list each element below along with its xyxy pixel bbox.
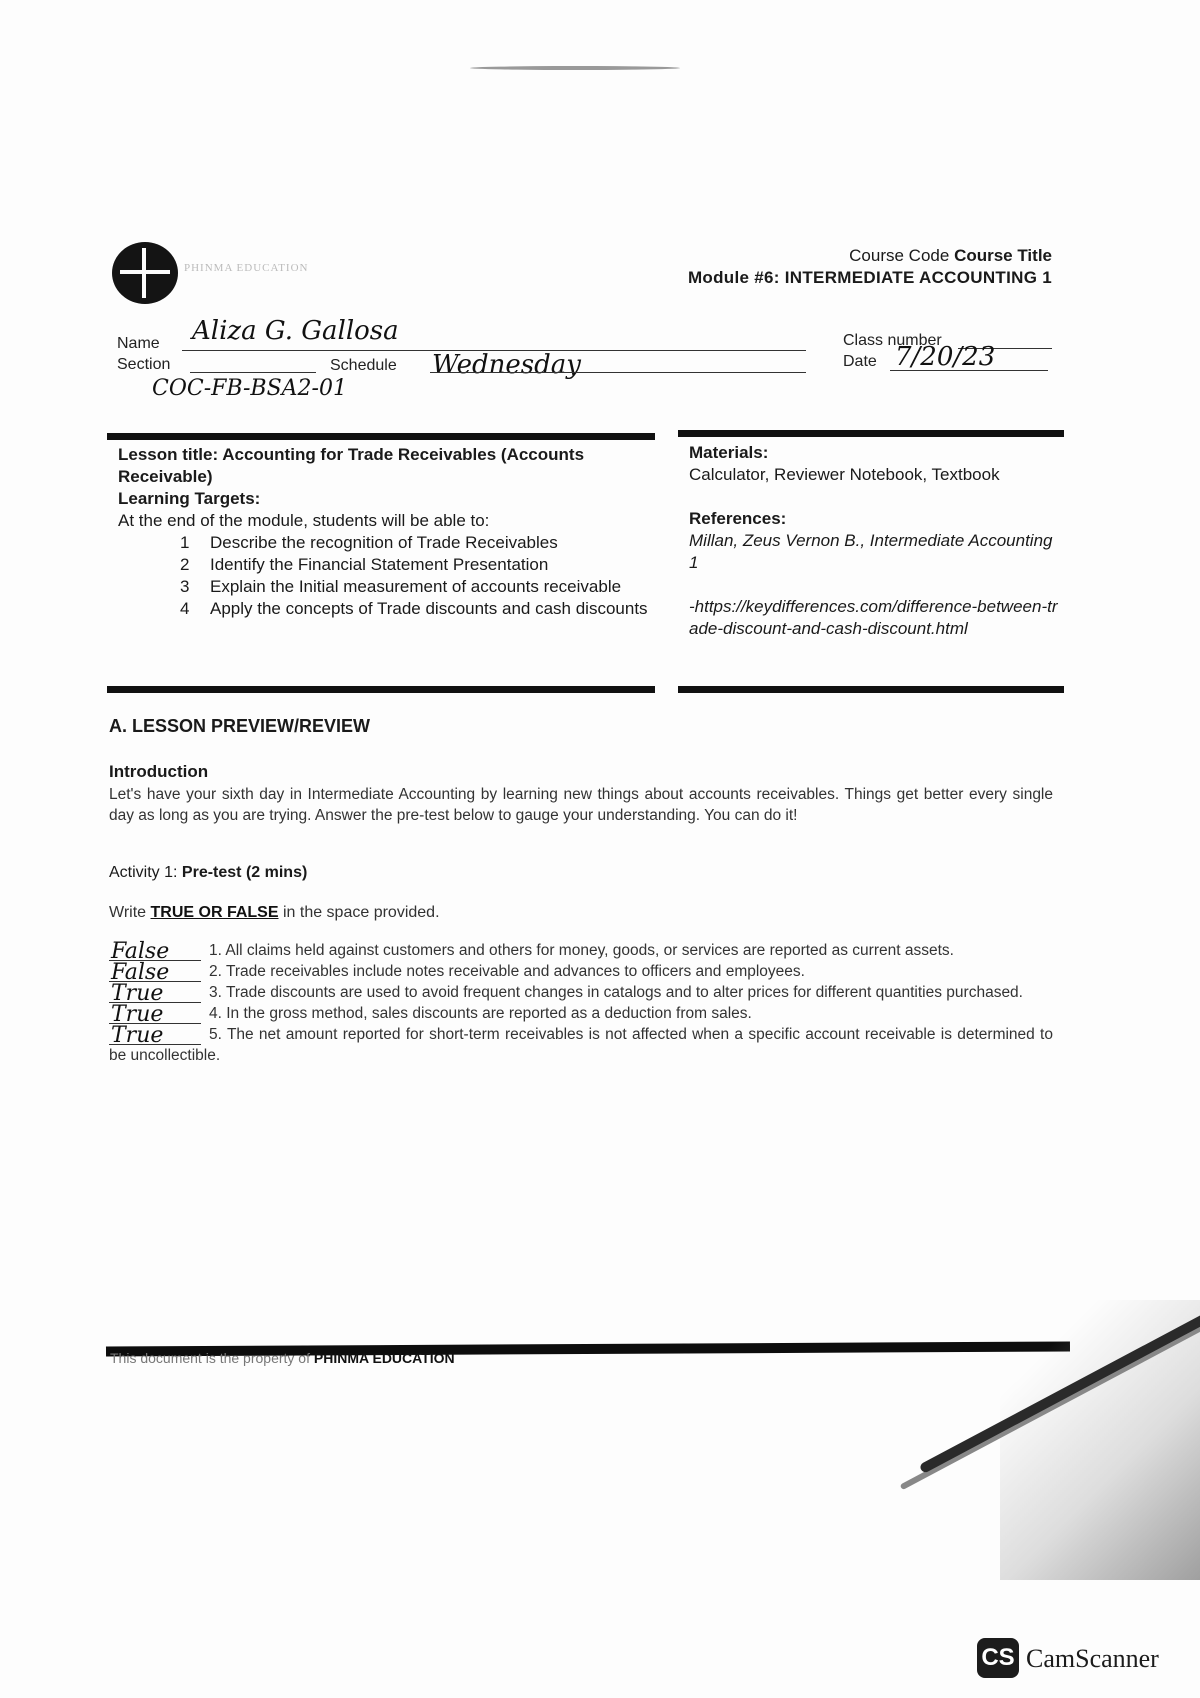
materials-box — [689, 442, 1064, 640]
section-value: COC-FB-BSA2-01 — [152, 376, 347, 401]
schedule-label: Schedule — [330, 357, 397, 374]
pretest-item — [109, 981, 1053, 1006]
left-bottom-rule — [107, 686, 655, 693]
lesson-box — [118, 444, 656, 620]
lesson-title: Lesson title: Accounting for Trade Receivables (Accounts Receivable) — [118, 445, 585, 486]
left-top-rule — [107, 433, 655, 440]
target-item — [180, 598, 656, 620]
instruction-post: in the space provided. — [282, 904, 440, 921]
section-title: A. LESSON PREVIEW/REVIEW — [109, 716, 371, 736]
course-code-label: Course Code — [849, 246, 950, 265]
target-number: 3 — [180, 577, 190, 596]
answer-value: True — [111, 1002, 164, 1027]
pretest-item — [109, 1024, 1053, 1066]
target-number: 2 — [180, 555, 190, 574]
intro-heading: Introduction — [109, 762, 209, 781]
pretest-item — [109, 1002, 1053, 1027]
targets-list — [118, 532, 656, 620]
item-text: All claims held against customers and others for money, goods, or services are reported as current assets. — [225, 942, 954, 959]
intro-text: Let's have your sixth day in Intermediate Accounting by learning new things about accounts receivables. Things get better every single day as long as you are trying. Answer the pre-test below to gauge your understanding. You can do it! — [109, 786, 1053, 824]
footer-brand: PHINMA EDUCATION — [313, 1350, 455, 1366]
course-code-title — [849, 246, 1052, 266]
section-line — [190, 372, 316, 373]
materials-heading: Materials: — [689, 443, 769, 462]
right-bottom-rule — [678, 686, 1064, 693]
target-number: 1 — [180, 533, 190, 552]
reference-2-link[interactable]: -https://keydifferences.com/difference-between-trade-discount-and-cash-discount.html — [689, 597, 1058, 638]
pretest-items — [109, 940, 1053, 1066]
item-text: In the gross method, sales discounts are reported as a deduction from sales. — [226, 1005, 752, 1022]
instruction-emphasis: TRUE OR FALSE — [150, 904, 279, 921]
answer-value: False — [111, 960, 170, 985]
targets-intro: At the end of the module, students will be able to: — [118, 511, 490, 530]
item-number: 3. — [209, 984, 222, 1001]
schedule-value: Wednesday — [432, 350, 581, 380]
target-item — [180, 554, 656, 576]
section-label: Section — [117, 356, 171, 373]
schedule-line — [430, 372, 806, 373]
answer-blank[interactable] — [109, 960, 201, 985]
answer-blank[interactable] — [109, 1023, 201, 1048]
date-line — [890, 370, 1048, 371]
references-heading: References: — [689, 509, 787, 528]
item-number: 1. — [209, 942, 222, 959]
pretest-item — [109, 960, 1053, 985]
targets-heading: Learning Targets: — [118, 489, 261, 508]
instruction-pre: Write — [109, 904, 147, 921]
answer-blank[interactable] — [109, 1002, 201, 1027]
answer-blank[interactable] — [109, 981, 201, 1006]
pretest-item — [109, 939, 1053, 964]
activity-title: Pre-test (2 mins) — [181, 864, 308, 881]
item-number: 4. — [209, 1005, 222, 1022]
class-number-label: Class number — [843, 332, 942, 349]
right-top-rule — [678, 430, 1064, 437]
date-label: Date — [843, 353, 877, 370]
name-label: Name — [117, 335, 160, 352]
module-title: Module #6: INTERMEDIATE ACCOUNTING 1 — [687, 268, 1052, 287]
target-number: 4 — [180, 599, 190, 618]
activity-label: Activity 1: — [109, 864, 178, 881]
materials-text: Calculator, Reviewer Notebook, Textbook — [689, 465, 1000, 484]
course-title-label: Course Title — [954, 246, 1052, 265]
target-text: Identify the Financial Statement Presentation — [210, 555, 549, 574]
footer-pre: This document is the property of — [110, 1350, 310, 1366]
camscanner-watermark: CamScanner — [1026, 1644, 1159, 1673]
activity-heading — [109, 864, 307, 882]
item-number: 5. — [209, 1026, 222, 1043]
instruction — [109, 904, 440, 922]
logo-text: PHINMA EDUCATION — [184, 262, 309, 274]
footer-text — [110, 1350, 455, 1366]
scan-mark — [470, 66, 680, 70]
item-number: 2. — [209, 963, 222, 980]
item-text: Trade receivables include notes receivable and advances to officers and employees. — [225, 963, 805, 980]
answer-value: True — [111, 981, 164, 1006]
date-value: 7/20/23 — [895, 342, 996, 372]
answer-blank[interactable] — [109, 939, 201, 964]
answer-value: True — [111, 1023, 164, 1048]
reference-1: Millan, Zeus Vernon B., Intermediate Accounting 1 — [689, 531, 1053, 572]
item-text: Trade discounts are used to avoid frequent changes in catalogs and to alter prices for different quantities purchased. — [225, 984, 1023, 1001]
target-text: Explain the Initial measurement of accounts receivable — [210, 577, 622, 596]
target-item — [180, 576, 656, 598]
target-item — [180, 532, 656, 554]
phinma-logo-icon — [112, 242, 178, 304]
answer-value: False — [111, 939, 170, 964]
target-text: Describe the recognition of Trade Receivables — [210, 533, 558, 552]
target-text: Apply the concepts of Trade discounts and cash discounts — [210, 599, 648, 618]
item-text: The net amount reported for short-term receivables is not affected when a specific account receivable is determined to be uncollectible. — [109, 1026, 1053, 1064]
camscanner-logo-icon: CS — [977, 1638, 1019, 1678]
name-value: Aliza G. Gallosa — [192, 316, 399, 346]
